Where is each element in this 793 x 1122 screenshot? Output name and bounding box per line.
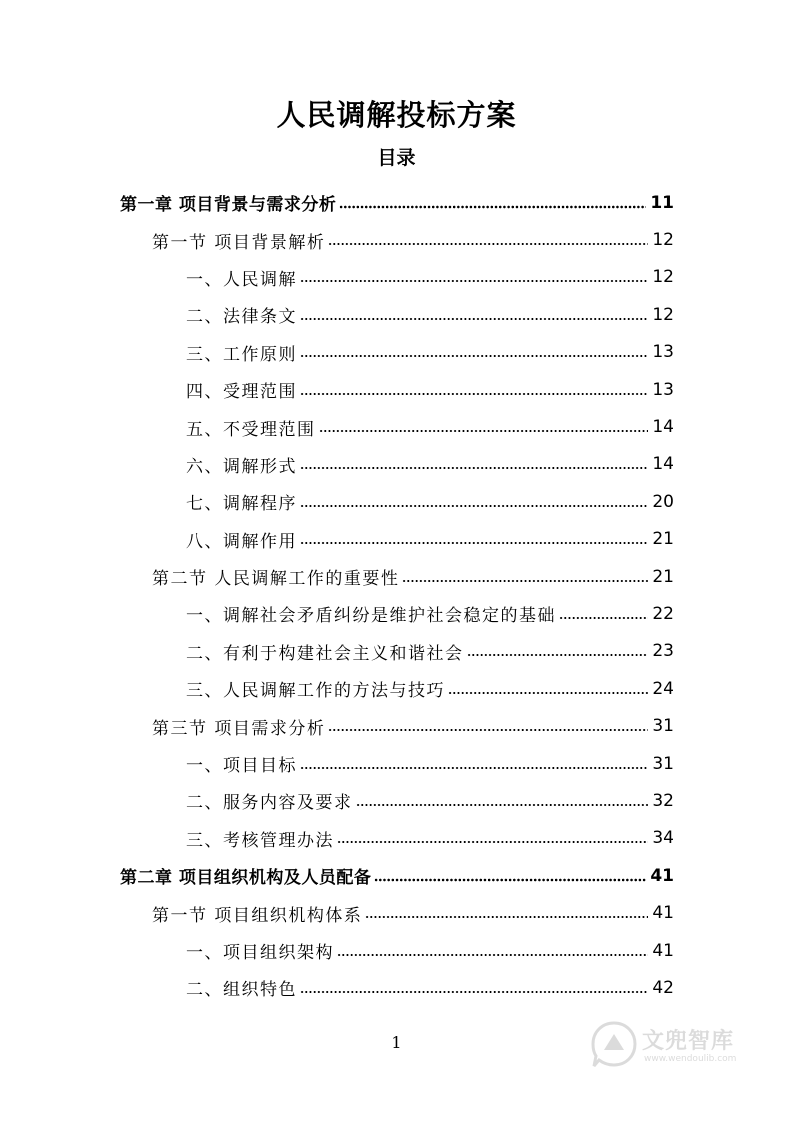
toc-dot-leader [374,874,646,886]
toc-entry[interactable] [0,633,793,670]
toc-entry-page: 22 [652,603,674,624]
toc-entry[interactable] [0,521,793,558]
toc-entry-label: 八、调解作用 [186,531,297,552]
toc-entry-page: 41 [650,865,674,886]
toc-heading: 目录 [377,147,416,169]
toc-dot-leader [328,238,648,250]
toc-entry-page: 42 [652,977,674,998]
toc-dot-leader [337,949,648,961]
toc-dot-leader [300,762,648,774]
toc-dot-leader [402,575,648,587]
toc-entry[interactable] [0,820,793,857]
toc-dot-leader [337,836,648,848]
toc-entry-page: 13 [652,379,674,400]
toc-entry-page: 23 [652,641,674,662]
toc-entry-page: 14 [652,417,674,438]
toc-entry-page: 41 [652,940,674,961]
toc-entry[interactable] [0,259,793,296]
watermark [590,1018,760,1074]
toc-entry[interactable] [0,969,793,1006]
wendou-logo-icon [590,1020,638,1070]
toc-entry-label: 二、法律条文 [186,307,297,328]
toc-entry-label: 一、调解社会矛盾纠纷是维护社会稳定的基础 [186,606,556,627]
toc-entry-label: 第三节 项目需求分析 [152,718,326,739]
toc-entry[interactable] [0,184,793,221]
toc-dot-leader [339,201,646,213]
toc-dot-leader [559,612,648,624]
watermark-url: www.wendoulib.com [644,1054,737,1064]
toc-dot-leader [300,500,648,512]
toc-entry[interactable] [0,707,793,744]
toc-entry[interactable] [0,595,793,632]
toc-entry-label: 四、受理范围 [186,382,297,403]
toc-entry-label: 二、服务内容及要求 [186,793,353,814]
toc-entry-label: 二、有利于构建社会主义和谐社会 [186,643,464,664]
toc-dot-leader [319,425,649,437]
toc-entry[interactable] [0,371,793,408]
toc-dot-leader [300,986,648,998]
toc-entry[interactable] [0,221,793,258]
toc-entry-page: 21 [652,566,674,587]
toc-dot-leader [300,275,648,287]
toc-entry[interactable] [0,745,793,782]
watermark-text: 文兜智库 [642,1029,735,1054]
toc-entry-label: 一、项目组织架构 [186,943,334,963]
toc-entry[interactable] [0,894,793,931]
toc-dot-leader [300,388,648,400]
toc-entry[interactable] [0,296,793,333]
toc-entry-page: 24 [652,678,674,699]
toc-entry-label: 第二节 人民调解工作的重要性 [152,569,400,590]
toc-dot-leader [300,350,648,362]
toc-entry-page: 41 [652,903,674,924]
toc-entry-label: 六、调解形式 [186,456,297,477]
toc-entry-page: 12 [652,230,674,251]
toc-dot-leader [300,462,648,474]
toc-entry-label: 二、组织特色 [186,980,297,1001]
toc-entry-page: 31 [652,753,674,774]
table-of-contents [0,184,793,1007]
toc-entry-page: 12 [652,304,674,325]
toc-entry-label: 三、考核管理办法 [186,830,334,851]
toc-entry[interactable] [0,483,793,520]
toc-entry-label: 一、项目目标 [186,756,297,777]
toc-dot-leader [328,724,648,736]
toc-entry[interactable] [0,334,793,371]
toc-entry-page: 20 [652,491,674,512]
toc-entry-label: 第一节 项目背景解析 [152,232,326,253]
toc-entry-page: 12 [652,267,674,288]
toc-entry-label: 第一节 项目组织机构体系 [152,905,363,926]
toc-entry-page: 11 [650,192,674,213]
toc-dot-leader [356,799,649,811]
toc-dot-leader [365,911,648,923]
toc-entry[interactable] [0,408,793,445]
toc-entry-page: 32 [652,790,674,811]
document-title: 人民调解投标方案 [276,98,517,132]
toc-entry-label: 第二章 项目组织机构及人员配备 [120,868,372,889]
toc-entry[interactable] [0,857,793,894]
toc-entry-page: 14 [652,454,674,475]
toc-entry-label: 五、不受理范围 [186,419,316,440]
toc-dot-leader [448,687,648,699]
toc-entry[interactable] [0,558,793,595]
page-number: 1 [391,1033,402,1052]
toc-entry-page: 34 [652,828,674,849]
toc-entry[interactable] [0,782,793,819]
toc-dot-leader [300,313,648,325]
toc-entry[interactable] [0,670,793,707]
toc-entry[interactable] [0,932,793,969]
toc-entry-label: 七、调解程序 [186,494,297,515]
toc-dot-leader [467,649,649,661]
toc-entry-label: 三、工作原则 [186,344,297,365]
toc-entry-label: 一、人民调解 [186,269,297,290]
toc-entry-page: 31 [652,716,674,737]
toc-entry-page: 13 [652,342,674,363]
toc-dot-leader [300,537,648,549]
toc-entry-page: 21 [652,529,674,550]
toc-entry[interactable] [0,446,793,483]
toc-entry-label: 三、人民调解工作的方法与技巧 [186,681,445,702]
toc-entry-label: 第一章 项目背景与需求分析 [120,195,337,216]
